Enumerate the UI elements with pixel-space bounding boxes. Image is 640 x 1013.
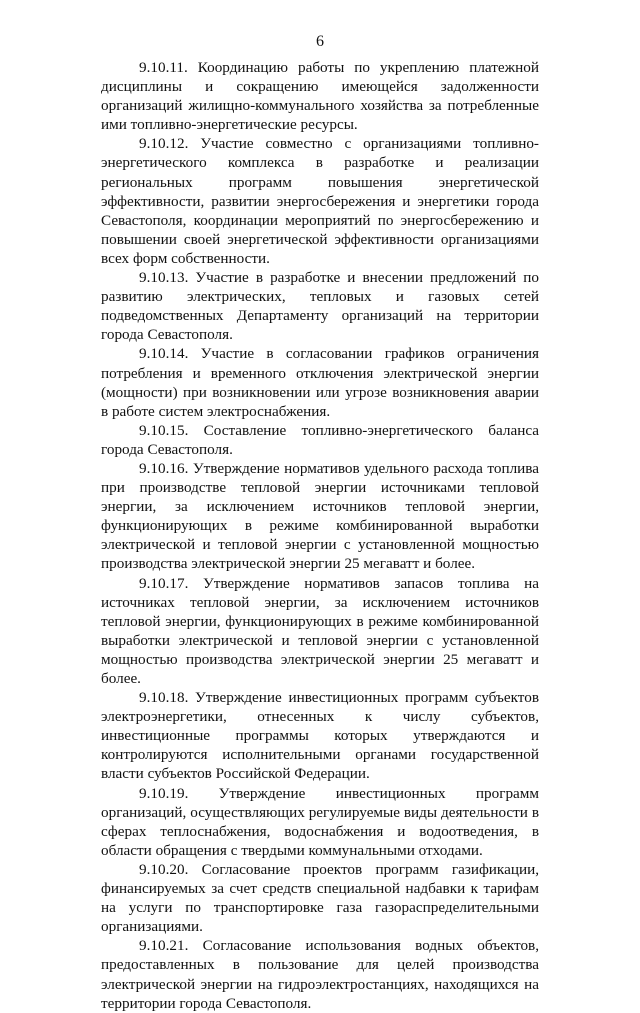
page-number: 6	[316, 33, 324, 50]
paragraph-9-10-18: 9.10.18. Утверждение инвестиционных программ субъектов электроэнергетики, отнесенных к числу субъектов, инвестиционные программы которых утверждаются и контролируются исполнительными органами государственной власти субъектов Российской Федерации.	[101, 689, 539, 783]
paragraph-9-10-20: 9.10.20. Согласование проектов программ газификации, финансируемых за счет средств специальной надбавки к тарифам на услуги по транспортировке газа газораспределительными организациями.	[101, 860, 539, 936]
paragraph-9-10-11: 9.10.11. Координацию работы по укреплению платежной дисциплины и сокращению имеющейся задолженности организаций жилищно-коммунального хозяйства за потребленные ими топливно-энергетические ресурсы.	[101, 59, 539, 134]
paragraph-9-10-14: 9.10.14. Участие в согласовании графиков ограничения потребления и временного отключения электрической энергии (мощности) при возникновении или угрозе возникновения аварии в работе систем электроснабжения.	[101, 345, 539, 420]
paragraph-9-10-19: 9.10.19. Утверждение инвестиционных программ организаций, осуществляющих регулируемые виды деятельности в сферах теплоснабжения, водоснабжения и водоотведения, в области обращения с твердыми коммунальными отходами.	[101, 784, 539, 859]
paragraph-9-10-15: 9.10.15. Составление топливно-энергетического баланса города Севастополя.	[101, 421, 539, 458]
paragraph-9-10-17: 9.10.17. Утверждение нормативов запасов топлива на источниках тепловой энергии, за исключением источников тепловой энергии, функционирующих в режиме комбинированной выработки электрической и тепловой энергии с установленной мощностью производства электрической энергии 25 мегаватт и более.	[101, 574, 539, 687]
paragraph-9-10-16: 9.10.16. Утверждение нормативов удельного расхода топлива при производстве тепловой энергии источниками тепловой энергии, за исключением источников тепловой энергии, функционирующих в режиме комбинированной выработки электрической и тепловой энергии с установленной мощностью производства электрической энергии 25 мегаватт и более.	[101, 459, 539, 573]
paragraph-9-10-21: 9.10.21. Согласование использования водных объектов, предоставленных в пользование для целей производства электрической энергии на гидроэлектростанциях, находящихся на территории города Севастополя.	[101, 937, 539, 1012]
document-body	[101, 58, 539, 1013]
paragraph-9-10-13: 9.10.13. Участие в разработке и внесении предложений по развитию электрических, тепловых и газовых сетей подведомственных Департаменту организаций на территории города Севастополя.	[101, 269, 539, 344]
paragraph-9-10-12: 9.10.12. Участие совместно с организациями топливно-энергетического комплекса в разработке и реализации региональных программ повышения энергетической эффективности, развитии энергосбережения и энергетики города Севастополя, координации мероприятий по энергосбережению и повышении своей энергетической эффективности организациями всех форм собственности.	[101, 135, 539, 267]
